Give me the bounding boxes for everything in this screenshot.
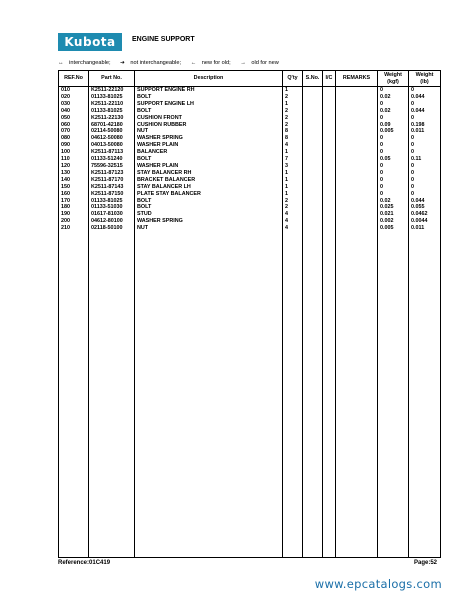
cell-lb: 0 xyxy=(409,149,441,156)
cell-part: 01133-51240 xyxy=(89,156,135,163)
cell-ic xyxy=(323,211,336,218)
table-row xyxy=(59,198,441,205)
cell-kgf: 0 xyxy=(378,149,409,156)
cell-ic xyxy=(323,87,336,94)
table-row xyxy=(59,156,441,163)
legend xyxy=(58,60,287,66)
cell-remarks xyxy=(336,101,378,108)
cell-desc: STUD xyxy=(135,211,283,218)
table-row xyxy=(59,108,441,115)
cell-kgf: 0.02 xyxy=(378,94,409,101)
cell-qty: 4 xyxy=(283,142,303,149)
table-row xyxy=(59,191,441,198)
legend-item-new-for-old: ← new for old; xyxy=(190,60,231,66)
cell-part: K2511-22120 xyxy=(89,87,135,94)
cell-desc: BOLT xyxy=(135,156,283,163)
cell-lb: 0 xyxy=(409,101,441,108)
cell-sno xyxy=(303,128,323,135)
cell-lb: 0 xyxy=(409,87,441,94)
table-filler-row xyxy=(59,232,441,557)
cell-ic xyxy=(323,128,336,135)
cell-sno xyxy=(303,142,323,149)
cell-kgf: 0 xyxy=(378,115,409,122)
table-row xyxy=(59,163,441,170)
cell-lb: 0.055 xyxy=(409,204,441,211)
cell-part: K2511-87170 xyxy=(89,177,135,184)
cell-kgf: 0 xyxy=(378,87,409,94)
cell-part: 01133-81025 xyxy=(89,198,135,205)
cell-part: 02114-50080 xyxy=(89,128,135,135)
cell-remarks xyxy=(336,170,378,177)
cell-desc: NUT xyxy=(135,225,283,232)
cell-kgf: 0 xyxy=(378,191,409,198)
cell-lb: 0 xyxy=(409,135,441,142)
cell-lb: 0.044 xyxy=(409,108,441,115)
col-header-weight-kgf: Weight (kgf) xyxy=(378,71,409,87)
cell-desc: SUPPORT ENGINE LH xyxy=(135,101,283,108)
cell-ref: 060 xyxy=(59,122,89,129)
table-row xyxy=(59,170,441,177)
table-row xyxy=(59,184,441,191)
cell-ref: 040 xyxy=(59,108,89,115)
cell-lb: 0 xyxy=(409,170,441,177)
cell-ref: 210 xyxy=(59,225,89,232)
cell-ref: 130 xyxy=(59,170,89,177)
cell-lb: 0.011 xyxy=(409,128,441,135)
cell-kgf: 0 xyxy=(378,170,409,177)
cell-kgf: 0.025 xyxy=(378,204,409,211)
table-row xyxy=(59,225,441,232)
cell-sno xyxy=(303,191,323,198)
cell-ic xyxy=(323,135,336,142)
cell-ic xyxy=(323,108,336,115)
cell-part: 75596-32515 xyxy=(89,163,135,170)
cell-qty: 2 xyxy=(283,204,303,211)
cell-ref: 160 xyxy=(59,191,89,198)
cell-desc: CUSHION FRONT xyxy=(135,115,283,122)
cell-ref: 070 xyxy=(59,128,89,135)
table-row xyxy=(59,142,441,149)
cell-sno xyxy=(303,198,323,205)
cell-lb: 0 xyxy=(409,177,441,184)
cell-part: 04013-50080 xyxy=(89,142,135,149)
cell-part: 01133-81025 xyxy=(89,108,135,115)
cell-part: 01133-51030 xyxy=(89,204,135,211)
cell-sno xyxy=(303,211,323,218)
cell-ic xyxy=(323,163,336,170)
table-row xyxy=(59,115,441,122)
cell-desc: BOLT xyxy=(135,198,283,205)
cell-ic xyxy=(323,170,336,177)
cell-desc: STAY BALANCER RH xyxy=(135,170,283,177)
cell-qty: 2 xyxy=(283,115,303,122)
cell-remarks xyxy=(336,211,378,218)
table-row xyxy=(59,177,441,184)
table-row xyxy=(59,128,441,135)
cell-desc: WASHER PLAIN xyxy=(135,163,283,170)
cell-ic xyxy=(323,218,336,225)
cell-qty: 1 xyxy=(283,184,303,191)
cell-qty: 1 xyxy=(283,170,303,177)
cell-part: K2511-87150 xyxy=(89,191,135,198)
cell-desc: CUSHION RUBBER xyxy=(135,122,283,129)
cell-kgf: 0 xyxy=(378,135,409,142)
cell-desc: BOLT xyxy=(135,108,283,115)
cell-qty: 7 xyxy=(283,156,303,163)
cell-ic xyxy=(323,122,336,129)
cell-remarks xyxy=(336,128,378,135)
cell-ic xyxy=(323,191,336,198)
cell-part: K2511-87123 xyxy=(89,170,135,177)
cell-kgf: 0 xyxy=(378,163,409,170)
cell-sno xyxy=(303,156,323,163)
cell-ref: 080 xyxy=(59,135,89,142)
cell-ref: 140 xyxy=(59,177,89,184)
cell-ref: 170 xyxy=(59,198,89,205)
cell-qty: 2 xyxy=(283,108,303,115)
cell-lb: 0 xyxy=(409,163,441,170)
cell-kgf: 0 xyxy=(378,184,409,191)
kubota-logo: Kubota xyxy=(58,33,122,51)
col-header-qty: Q'ty xyxy=(283,71,303,87)
cell-ic xyxy=(323,184,336,191)
cell-desc: BALANCER xyxy=(135,149,283,156)
cell-lb: 0 xyxy=(409,115,441,122)
cell-part: 01133-81025 xyxy=(89,94,135,101)
cell-part: 04612-80100 xyxy=(89,218,135,225)
table-row xyxy=(59,218,441,225)
cell-remarks xyxy=(336,184,378,191)
page-title: ENGINE SUPPORT xyxy=(132,36,195,43)
cell-qty: 1 xyxy=(283,149,303,156)
cell-ic xyxy=(323,94,336,101)
cell-ref: 100 xyxy=(59,149,89,156)
cell-lb: 0.11 xyxy=(409,156,441,163)
cell-sno xyxy=(303,115,323,122)
cell-remarks xyxy=(336,204,378,211)
cell-desc: BOLT xyxy=(135,94,283,101)
reference-number: Reference:01C419 xyxy=(58,560,111,566)
cell-ic xyxy=(323,177,336,184)
cell-ref: 150 xyxy=(59,184,89,191)
cell-ic xyxy=(323,204,336,211)
cell-kgf: 0.005 xyxy=(378,128,409,135)
cell-kgf: 0.02 xyxy=(378,108,409,115)
cell-kgf: 0.02 xyxy=(378,198,409,205)
cell-kgf: 0.005 xyxy=(378,225,409,232)
table-row xyxy=(59,135,441,142)
cell-ref: 020 xyxy=(59,94,89,101)
table-row xyxy=(59,204,441,211)
cell-lb: 0.0044 xyxy=(409,218,441,225)
cell-ref: 120 xyxy=(59,163,89,170)
cell-ic xyxy=(323,198,336,205)
cell-qty: 8 xyxy=(283,135,303,142)
cell-ic xyxy=(323,149,336,156)
cell-lb: 0.011 xyxy=(409,225,441,232)
cell-ic xyxy=(323,142,336,149)
cell-sno xyxy=(303,101,323,108)
cell-sno xyxy=(303,163,323,170)
legend-item-old-for-new: → old for new xyxy=(240,60,279,66)
cell-kgf: 0.002 xyxy=(378,218,409,225)
table-row xyxy=(59,87,441,94)
col-header-part: Part No. xyxy=(89,71,135,87)
cell-ref: 050 xyxy=(59,115,89,122)
cell-part: 01617-81030 xyxy=(89,211,135,218)
cell-desc: STAY BALANCER LH xyxy=(135,184,283,191)
cell-desc: WASHER PLAIN xyxy=(135,142,283,149)
legend-item-interchangeable: ↔ interchangeable; xyxy=(58,60,111,66)
page-number: Page:52 xyxy=(414,560,438,566)
cell-desc: WASHER SPRING xyxy=(135,135,283,142)
cell-part: K2511-87143 xyxy=(89,184,135,191)
col-header-weight-lb: Weight (lb) xyxy=(409,71,441,87)
cell-qty: 2 xyxy=(283,198,303,205)
cell-ic xyxy=(323,101,336,108)
cell-qty: 1 xyxy=(283,191,303,198)
cell-remarks xyxy=(336,218,378,225)
legend-item-not-interchangeable: ➔ not interchangeable; xyxy=(120,60,182,66)
cell-ic xyxy=(323,156,336,163)
cell-lb: 0.044 xyxy=(409,198,441,205)
cell-qty: 2 xyxy=(283,94,303,101)
cell-ref: 090 xyxy=(59,142,89,149)
col-header-sno: S.No. xyxy=(303,71,323,87)
cell-remarks xyxy=(336,108,378,115)
cell-remarks xyxy=(336,225,378,232)
cell-ref: 190 xyxy=(59,211,89,218)
cell-remarks xyxy=(336,115,378,122)
cell-ic xyxy=(323,225,336,232)
cell-remarks xyxy=(336,87,378,94)
table-row xyxy=(59,94,441,101)
cell-lb: 0.198 xyxy=(409,122,441,129)
cell-qty: 4 xyxy=(283,218,303,225)
col-header-ref: REF.No xyxy=(59,71,89,87)
table-header-row xyxy=(59,71,441,87)
cell-kgf: 0.05 xyxy=(378,156,409,163)
cell-kgf: 0 xyxy=(378,142,409,149)
cell-ref: 030 xyxy=(59,101,89,108)
table-row xyxy=(59,122,441,129)
cell-kgf: 0.09 xyxy=(378,122,409,129)
cell-sno xyxy=(303,108,323,115)
cell-sno xyxy=(303,225,323,232)
cell-remarks xyxy=(336,94,378,101)
cell-part: K2511-22130 xyxy=(89,115,135,122)
cell-sno xyxy=(303,218,323,225)
cell-sno xyxy=(303,177,323,184)
cell-part: 04612-50080 xyxy=(89,135,135,142)
cell-lb: 0 xyxy=(409,142,441,149)
cell-remarks xyxy=(336,135,378,142)
cell-ref: 200 xyxy=(59,218,89,225)
cell-desc: SUPPORT ENGINE RH xyxy=(135,87,283,94)
cell-desc: BOLT xyxy=(135,204,283,211)
cell-part: K2511-22110 xyxy=(89,101,135,108)
cell-sno xyxy=(303,184,323,191)
cell-remarks xyxy=(336,122,378,129)
cell-remarks xyxy=(336,156,378,163)
cell-remarks xyxy=(336,198,378,205)
cell-part: 68701-42180 xyxy=(89,122,135,129)
cell-kgf: 0.021 xyxy=(378,211,409,218)
cell-ic xyxy=(323,115,336,122)
cell-kgf: 0 xyxy=(378,177,409,184)
cell-sno xyxy=(303,122,323,129)
cell-sno xyxy=(303,87,323,94)
cell-lb: 0 xyxy=(409,184,441,191)
cell-lb: 0.0462 xyxy=(409,211,441,218)
cell-qty: 2 xyxy=(283,122,303,129)
cell-qty: 1 xyxy=(283,87,303,94)
table-row xyxy=(59,149,441,156)
cell-part: K2511-87113 xyxy=(89,149,135,156)
col-header-remarks: REMARKS xyxy=(336,71,378,87)
col-header-description: Description xyxy=(135,71,283,87)
cell-desc: BRACKET BALANCER xyxy=(135,177,283,184)
cell-desc: WASHER SPRING xyxy=(135,218,283,225)
arrow-right-icon: → xyxy=(240,60,246,66)
cell-sno xyxy=(303,170,323,177)
cell-remarks xyxy=(336,142,378,149)
cell-qty: 1 xyxy=(283,101,303,108)
cell-remarks xyxy=(336,149,378,156)
arrow-both-icon: ↔ xyxy=(58,60,64,66)
table-row xyxy=(59,101,441,108)
cell-sno xyxy=(303,135,323,142)
cell-sno xyxy=(303,149,323,156)
cell-ref: 110 xyxy=(59,156,89,163)
cell-desc: NUT xyxy=(135,128,283,135)
cell-remarks xyxy=(336,191,378,198)
cell-qty: 3 xyxy=(283,163,303,170)
parts-table xyxy=(58,70,441,558)
table-row xyxy=(59,211,441,218)
cell-remarks xyxy=(336,177,378,184)
cell-desc: PLATE STAY BALANCER xyxy=(135,191,283,198)
cell-ref: 010 xyxy=(59,87,89,94)
cell-lb: 0.044 xyxy=(409,94,441,101)
cell-qty: 4 xyxy=(283,211,303,218)
cell-remarks xyxy=(336,163,378,170)
cell-sno xyxy=(303,204,323,211)
cell-kgf: 0 xyxy=(378,101,409,108)
arrow-left-icon: ← xyxy=(190,60,197,66)
cell-sno xyxy=(303,94,323,101)
cell-qty: 4 xyxy=(283,225,303,232)
col-header-ic: I/C xyxy=(323,71,336,87)
cell-qty: 8 xyxy=(283,128,303,135)
cell-part: 02118-50100 xyxy=(89,225,135,232)
cell-qty: 1 xyxy=(283,177,303,184)
cell-lb: 0 xyxy=(409,191,441,198)
cell-ref: 180 xyxy=(59,204,89,211)
watermark: www.epcatalogs.com xyxy=(314,577,442,591)
arrow-right-bold-icon: ➔ xyxy=(120,60,125,66)
